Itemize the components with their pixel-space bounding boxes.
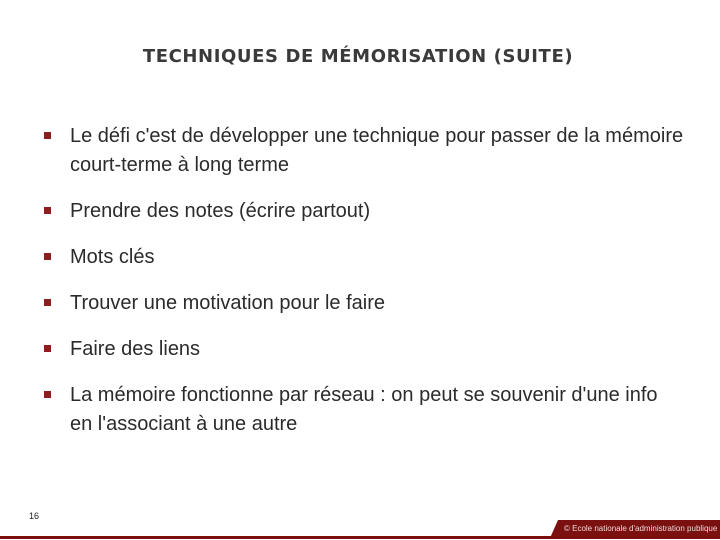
square-bullet-icon xyxy=(44,132,51,139)
bullet-text: Trouver une motivation pour le faire xyxy=(70,292,385,314)
bullet-item xyxy=(44,243,684,272)
bullet-text: Mots clés xyxy=(70,246,155,268)
square-bullet-icon xyxy=(44,391,51,398)
square-bullet-icon xyxy=(44,207,51,214)
bullet-text: Faire des liens xyxy=(70,338,201,360)
bullet-item xyxy=(44,122,684,180)
slide-title: TECHNIQUES DE MÉMORISATION (SUITE) xyxy=(142,46,574,67)
bullet-item xyxy=(44,335,684,364)
page-number: 16 xyxy=(29,511,40,521)
square-bullet-icon xyxy=(44,345,51,352)
copyright-notice: © Ecole nationale d'administration publique xyxy=(564,524,718,533)
bullet-item xyxy=(44,289,684,318)
bullet-item xyxy=(44,197,684,226)
bullet-text: Le défi c'est de développer une technique pour passer de la mémoire court-terme à long terme xyxy=(70,125,684,176)
bullet-text: Prendre des notes (écrire partout) xyxy=(70,200,371,222)
square-bullet-icon xyxy=(44,299,51,306)
bullet-list xyxy=(44,122,684,456)
footer-divider xyxy=(0,536,720,539)
bullet-text: La mémoire fonctionne par réseau : on peut se souvenir d'une info en l'associant à une autre xyxy=(70,384,658,435)
square-bullet-icon xyxy=(44,253,51,260)
bullet-item xyxy=(44,381,684,439)
